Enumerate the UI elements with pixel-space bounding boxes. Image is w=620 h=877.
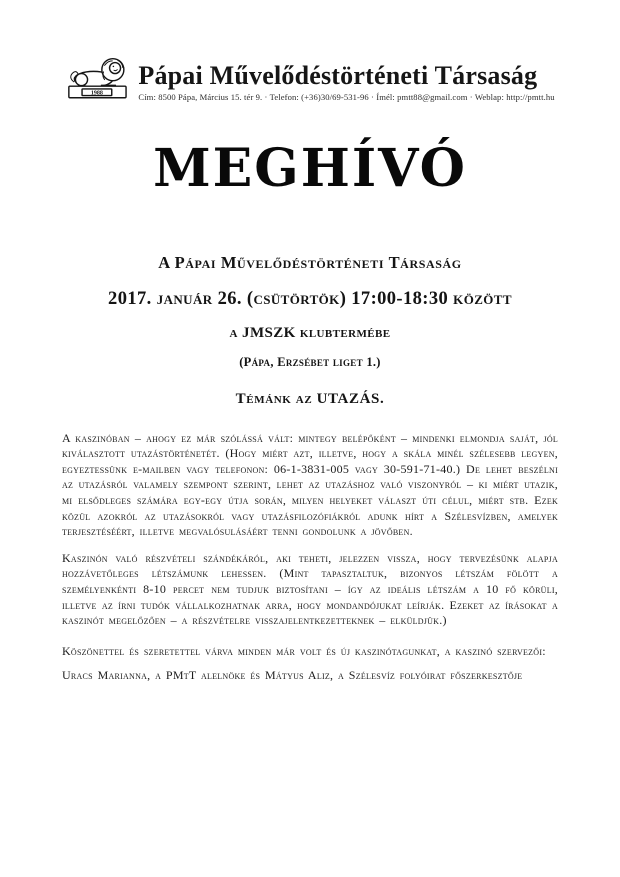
event-host: A Pápai Művelődéstörténeti Társaság (158, 252, 462, 272)
event-datetime: 2017. január 26. (csütörtök) 17:00-18:30 között (108, 288, 512, 309)
paragraph-intro: A kaszinóban – ahogy ez már szólássá vált: mintegy belépőként – mindenki elmondja saját, jól kiválasztott utazástörténetét. (Hogy miért azt, illetve, hogy a skála minél szélesebb legyen, egyeztessünk e-mailben vagy telefonon: 06-1-3831-005 vagy 30-591-71-40.) De lehet beszélni az utazásról valamely szempont szerint, lehet az utazáshoz való viszonyról – ki miért utazik, mi elsődleges számára egy-egy útja során, milyen helyeket választ úti célul, miért stb. Ezek közül azokról az utazásokról vagy utazásfilozófiákról adunk hírt a Szélesvízben, amelyek terjesztéséért, illetve megvalósulásáért tenni gondolunk a jövőben. (62, 430, 558, 539)
paragraph-signature: Uracs Marianna, a PMtT alelnöke és Mátyus Aliz, a Szélesvíz folyóirat főszerkesztője (62, 668, 523, 683)
event-theme: Témánk az UTAZÁS. (235, 390, 385, 407)
event-details (62, 253, 558, 408)
paragraph-closing: Köszönettel és szeretettel várva minden már volt és új kaszinótagunkat, a kaszinó szervezői: (62, 643, 546, 658)
paragraph-rsvp: Kaszinón való részvételi szándékáról, aki teheti, jelezzen vissza, hogy tervezésünk alapja hozzávetőleges létszámunk lehessen. (Mint tapasztaltuk, bizonyos létszám fölött a személyenkénti 8-10 percet nem tudjuk biztosítani – így az ideális létszám a 10 fő körüli, illetve az írni tudók vállalkozhatnak arra, hogy mondandójukat leírják. Ezeket az írásokat a kaszinót megelőzően – a részvételre visszajelentkezetteknek – elküldjük.) (62, 550, 558, 628)
document-title: MEGHÍVÓ (153, 138, 467, 199)
org-name: Pápai Művelődéstörténeti Társaság (138, 60, 538, 90)
letterhead-text (138, 62, 554, 102)
logo-year: 1988 (91, 90, 104, 97)
lion-icon (65, 44, 131, 102)
event-venue: a JMSZK klubtermébe (229, 324, 391, 341)
contact-line: Cím: 8500 Pápa, Március 15. tér 9. · Telefon: (+36)30/69-531-96 · Ímél: pmtt88@gmail.com · Weblap: http://pmtt.hu (138, 92, 555, 102)
letter-body (62, 431, 558, 684)
event-address: (Pápa, Erzsébet liget 1.) (239, 354, 381, 369)
letterhead (62, 44, 558, 102)
lion-statue-logo (65, 44, 131, 102)
